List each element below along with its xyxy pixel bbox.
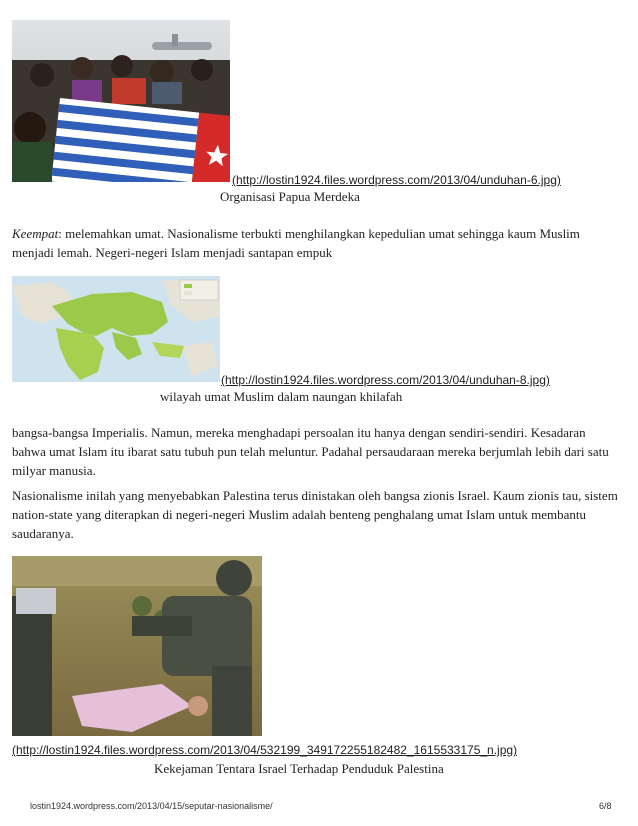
palestine-photo-image: [12, 556, 262, 736]
footer-page-number: 6/8: [599, 801, 612, 811]
figure-palestine-link[interactable]: (http://lostin1924.files.wordpress.com/2013/04/532199_349172255182482_1615533175_n.jpg): [12, 743, 518, 757]
figure-papua-link[interactable]: (http://lostin1924.files.wordpress.com/2013/04/unduhan-6.jpg): [232, 173, 561, 187]
figure-map-caption: wilayah umat Muslim dalam naungan khilafah: [160, 389, 403, 404]
footer-url: lostin1924.wordpress.com/2013/04/15/seputar-nasionalisme/: [30, 801, 273, 811]
figure-palestine-photo[interactable]: [12, 556, 262, 736]
figure-papua-caption: Organisasi Papua Merdeka: [220, 189, 360, 204]
figure-map-link[interactable]: (http://lostin1924.files.wordpress.com/2013/04/unduhan-8.jpg): [221, 373, 550, 387]
paragraph-keempat: [12, 224, 618, 262]
khilafah-map-image: [12, 276, 220, 382]
paragraph-keempat-lead: Keempat: [12, 226, 59, 241]
papua-photo-image: [12, 20, 230, 182]
paragraph-keempat-text: : melemahkan umat. Nasionalisme terbukti menghilangkan kepedulian umat sehingga kaum Muslim menjadi lemah. Negeri-negeri Islam menjadi santapan empuk: [12, 226, 580, 260]
figure-map-photo[interactable]: [12, 276, 220, 382]
paragraph-imperialis: bangsa-bangsa Imperialis. Namun, mereka menghadapi persoalan itu hanya dengan sendiri-sendiri. Kesadaran bahwa umat Islam itu ibarat satu tubuh pun telah meluntur. Padahal persaudaraan mereka berjumlah lebih dari satu milyar manusia.: [12, 425, 609, 478]
figure-palestine-caption: Kekejaman Tentara Israel Terhadap Penduduk Palestina: [154, 761, 444, 776]
paragraph-palestina: Nasionalisme inilah yang menyebabkan Palestina terus dinistakan oleh bangsa zionis Israel. Kaum zionis tau, sistem nation-state yang diterapkan di negeri-negeri Muslim adalah benteng penghalang umat Islam untuk membantu saudaranya.: [12, 488, 618, 541]
figure-papua-photo[interactable]: [12, 20, 230, 182]
